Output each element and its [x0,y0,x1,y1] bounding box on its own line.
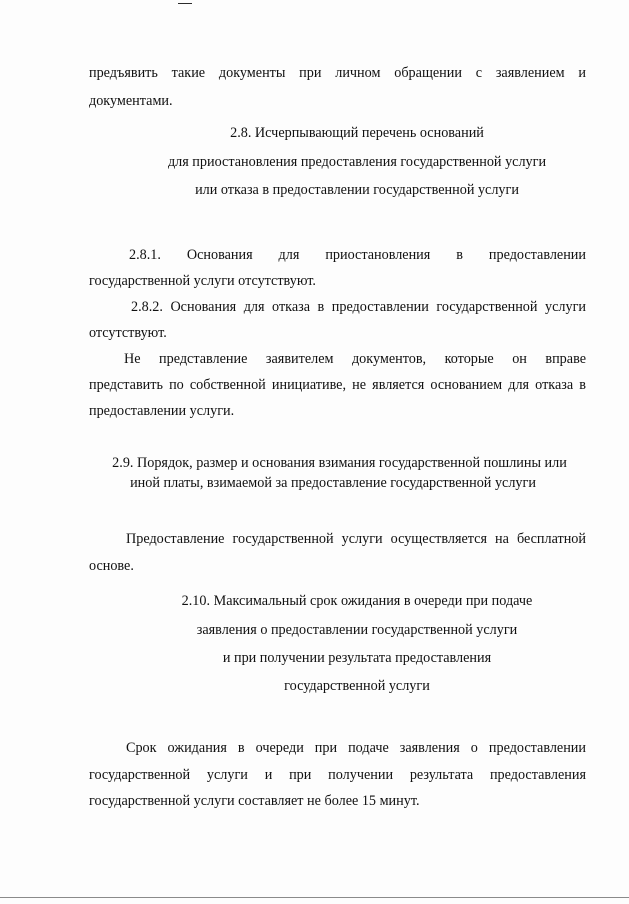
paragraph-line: государственной услуги и при получении результата предоставления [89,767,586,783]
section-heading-line: государственной услуги [284,678,430,694]
section-heading-2-8: 2.8. Исчерпывающий перечень оснований [230,125,484,141]
section-heading-2-10: 2.10. Максимальный срок ожидания в очереди при подаче [181,593,533,609]
paragraph-line: государственной услуги составляет не более 15 минут. [89,793,420,809]
section-heading-line: или отказа в предоставлении государственной услуги [195,182,519,198]
paragraph-line: основе. [89,558,134,574]
section-heading-line: заявления о предоставлении государственной услуги [196,622,518,638]
paragraph-line: Предоставление государственной услуги осуществляется на бесплатной [126,531,586,547]
section-heading-line: иной платы, взимаемой за предоставление государственной услуги [130,475,536,491]
paragraph-2-8-1: 2.8.1. Основания для приостановления в предоставлении [129,247,586,263]
paragraph-line: документами. [89,93,173,109]
paragraph-line: предоставлении услуги. [89,403,235,419]
paragraph-line: Не представление заявителем документов, которые он вправе [124,351,586,367]
paragraph-line: предъявить такие документы при личном обращении с заявлением и [89,65,586,81]
paragraph-line: представить по собственной инициативе, не является основанием для отказа в [89,377,586,393]
paragraph-line: государственной услуги отсутствуют. [89,273,316,289]
scan-mark [178,3,192,4]
paragraph-line: отсутствуют. [89,325,167,341]
scan-edge-line [0,897,629,898]
section-heading-line: и при получении результата предоставления [222,650,492,666]
paragraph-line: Срок ожидания в очереди при подаче заявления о предоставлении [126,740,586,756]
paragraph-2-8-2: 2.8.2. Основания для отказа в предоставлении государственной услуги [131,299,586,315]
section-heading-line: для приостановления предоставления государственной услуги [167,154,547,170]
section-heading-2-9: 2.9. Порядок, размер и основания взимания государственной пошлины или [112,455,567,471]
